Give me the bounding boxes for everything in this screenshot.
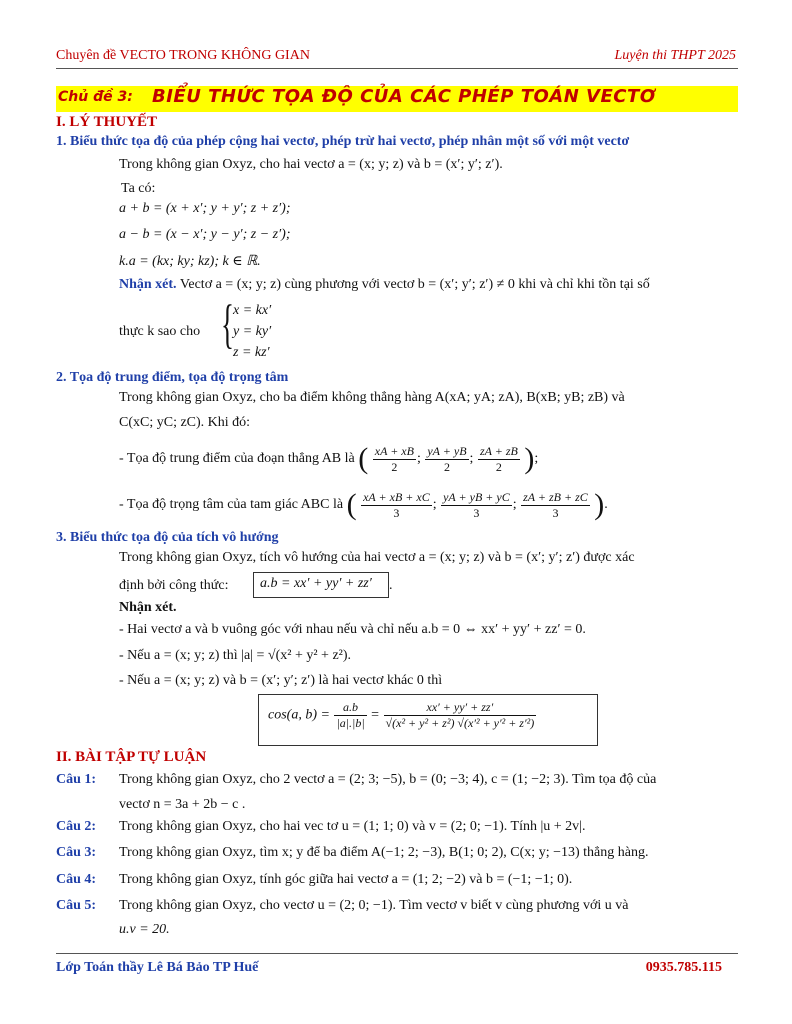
s2-title: 2. Tọa độ trung điểm, tọa độ trọng tâm xyxy=(56,370,289,385)
header-rule xyxy=(56,68,738,69)
period: . xyxy=(389,578,393,593)
s1-title: 1. Biểu thức tọa độ của phép cộng hai vectơ, phép trừ hai vectơ, phép nhân một số với một vectơ xyxy=(56,134,630,149)
system-eq3: z = kz′ xyxy=(233,345,270,360)
s3-r3: - Nếu a = (x; y; z) và b = (x′; y′; z′) là hai vectơ khác 0 thì xyxy=(119,673,443,688)
mid-frac-y: $\frac{yA + yB}{2}$ xyxy=(427,443,467,474)
q2-text: Trong không gian Oxyz, cho hai vec tơ u = (1; 1; 0) và v = (2; 0; −1). Tính |u + 2v|. xyxy=(119,819,586,834)
s1-remark-label: Nhận xét. xyxy=(119,277,177,292)
topic-label: Chủ đề 3: xyxy=(58,89,133,105)
system-eq2: y = ky′ xyxy=(233,324,272,339)
s1-taco: Ta có: xyxy=(121,181,156,196)
q5-text: Trong không gian Oxyz, cho vectơ u = (2; 0; −1). Tìm vectơ v biết v cùng phương với u và xyxy=(119,898,629,913)
q1-text2: vectơ n = 3a + 2b − c . xyxy=(119,797,246,812)
q5-label: Câu 5: xyxy=(56,898,97,913)
theory-heading: I. LÝ THUYẾT xyxy=(56,114,158,130)
s3-title: 3. Biểu thức tọa độ của tích vô hướng xyxy=(56,530,279,545)
s1-intro: Trong không gian Oxyz, cho hai vectơ a = (x; y; z) và b = (x′; y′; z′). xyxy=(119,157,503,172)
system-eq1: x = kx′ xyxy=(233,303,272,318)
s3-r2: - Nếu a = (x; y; z) thì |a| = √(x² + y² + z²). xyxy=(119,648,352,663)
dot-product-formula: a.b = xx′ + yy′ + zz′ xyxy=(260,576,372,591)
header-right: Luyện thi THPT 2025 xyxy=(614,48,736,63)
s2-intro2: C(xC; yC; zC). Khi đó: xyxy=(119,415,251,430)
s2-centroid-row: - Tọa độ trọng tâm của tam giác ABC là ( $\frac{xA + xB + xC}{3}$ ; $\frac{yA + yB + yC}{3}$ ; $\frac{zA + zB + zC}{3}$ ). xyxy=(119,488,608,521)
footer-left: Lớp Toán thầy Lê Bá Bảo TP Huế xyxy=(56,960,259,975)
q4-text: Trong không gian Oxyz, tính góc giữa hai vectơ a = (1; 2; −2) và b = (−1; −1; 0). xyxy=(119,872,573,887)
paren-open-icon: ( xyxy=(358,442,369,475)
q3-text: Trong không gian Oxyz, tìm x; y để ba điểm A(−1; 2; −3), B(1; 0; 2), C(x; y; −13) thẳng hàng. xyxy=(119,845,649,860)
q1-label: Câu 1: xyxy=(56,772,97,787)
q4-label: Câu 4: xyxy=(56,872,97,887)
cosine-formula: cos(a, b) = $\frac{a.b}{|a|.|b|}$ = $\frac{xx' + yy' + zz'}{\text{√(x² + y² + z²) √(x′² + y′² + z′²)}}$ xyxy=(268,700,535,730)
s3-intro1: Trong không gian Oxyz, tích vô hướng của hai vectơ a = (x; y; z) và b = (x′; y′; z′) được xác xyxy=(119,550,635,565)
paren-close-icon: ) xyxy=(594,488,605,521)
s1-formula-sum: a + b = (x + x′; y + y′; z + z′); xyxy=(119,201,291,216)
header-left: Chuyên đề VECTO TRONG KHÔNG GIAN xyxy=(56,48,310,63)
cos-lhs: cos(a, b) = xyxy=(268,707,330,723)
paren-close-icon: ) xyxy=(524,442,535,475)
cen-frac-y: $\frac{yA + yB + yC}{3}$ xyxy=(443,489,510,520)
s3-remark-label: Nhận xét. xyxy=(119,600,177,615)
system-brace: { xyxy=(221,294,234,354)
s2-midpoint-text: - Tọa độ trung điểm của đoạn thẳng AB là xyxy=(119,451,355,467)
s2-intro1: Trong không gian Oxyz, cho ba điểm không thẳng hàng A(xA; yA; zA), B(xB; yB; zB) và xyxy=(119,390,625,405)
mid-frac-z: $\frac{zA + zB}{2}$ xyxy=(479,443,518,474)
s3-r1: - Hai vectơ a và b vuông góc với nhau nếu và chỉ nếu a.b = 0 ⇔ xx′ + yy′ + zz′ = 0. xyxy=(119,622,586,637)
exercises-heading: II. BÀI TẬP TỰ LUẬN xyxy=(56,749,207,765)
q5-text2: u.v = 20. xyxy=(119,922,170,937)
s2-midpoint-row: - Tọa độ trung điểm của đoạn thẳng AB là ( $\frac{xA + xB}{2}$ ; $\frac{yA + yB}{2}$ ; $\frac{zA + zB}{2}$ ); xyxy=(119,442,539,475)
cen-frac-z: $\frac{zA + zB + zC}{3}$ xyxy=(523,489,588,520)
s1-remark xyxy=(119,277,650,293)
footer-rule xyxy=(56,953,738,954)
paren-open-icon: ( xyxy=(346,488,357,521)
mid-frac-x: $\frac{xA + xB}{2}$ xyxy=(374,443,414,474)
s3-intro2: định bởi công thức: xyxy=(119,578,229,593)
q1-text: Trong không gian Oxyz, cho 2 vectơ a = (2; 3; −5), b = (0; −3; 4), c = (1; −2; 3). Tìm tọa độ của xyxy=(119,772,657,787)
topic-title: BIỂU THỨC TỌA ĐỘ CỦA CÁC PHÉP TOÁN VECTƠ xyxy=(152,86,656,107)
s1-remark-text: Vectơ a = (x; y; z) cùng phương với vectơ b = (x′; y′; z′) ≠ 0 khi và chỉ khi tồn tại số xyxy=(179,277,650,292)
s2-centroid-text: - Tọa độ trọng tâm của tam giác ABC là xyxy=(119,497,344,513)
s1-remark2: thực k sao cho xyxy=(119,324,201,339)
cos-frac2: $\frac{xx' + yy' + zz'}{\text{√(x² + y² + z²) √(x′² + y′² + z′²)}}$ xyxy=(385,700,535,730)
s1-formula-scalar: k.a = (kx; ky; kz); k ∈ ℝ. xyxy=(119,254,261,269)
cen-frac-x: $\frac{xA + xB + xC}{3}$ xyxy=(363,489,430,520)
cos-frac1: $\frac{a.b}{|a|.|b|}$ xyxy=(336,700,365,730)
q3-label: Câu 3: xyxy=(56,845,97,860)
s1-formula-diff: a − b = (x − x′; y − y′; z − z′); xyxy=(119,227,291,242)
footer-right: 0935.785.115 xyxy=(645,960,722,975)
q2-label: Câu 2: xyxy=(56,819,97,834)
